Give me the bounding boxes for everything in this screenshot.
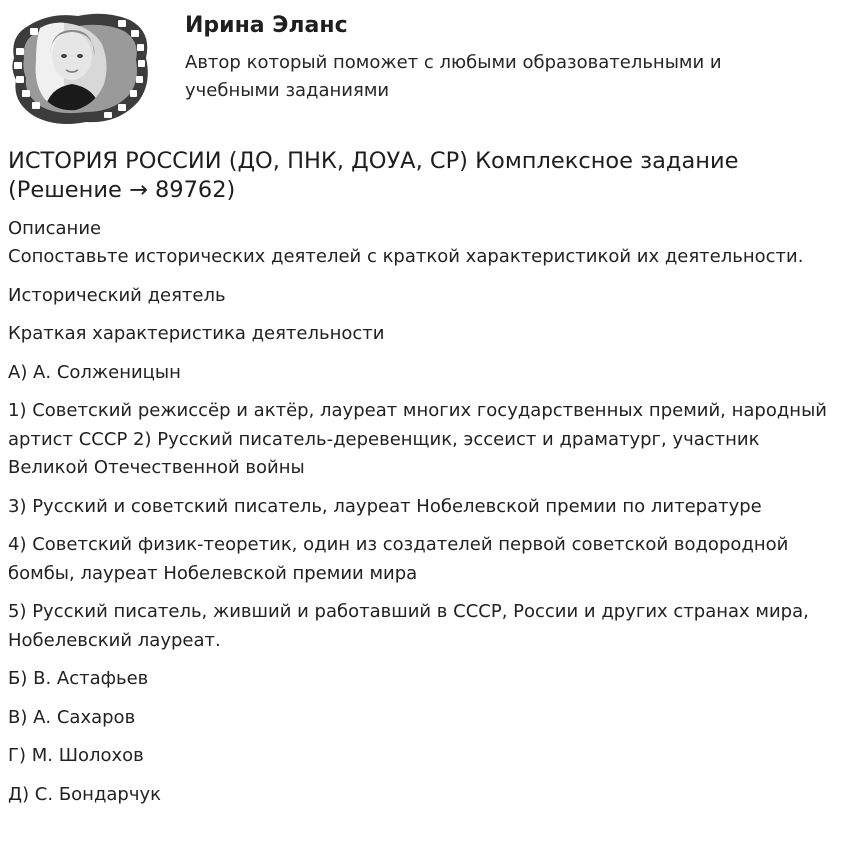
description-heading: Описание <box>8 218 102 239</box>
column-right-heading: Краткая характеристика деятельности <box>8 323 385 344</box>
document-content <box>8 147 840 809</box>
characteristic-4: 4) Советский физик-теоретик, один из создателей первой советской водородной бомбы, лауреат Нобелевской премии мира <box>8 534 789 584</box>
column-left-heading: Исторический деятель <box>8 284 226 306</box>
author-avatar[interactable] <box>6 6 152 128</box>
item-g: Г) М. Шолохов <box>8 745 144 766</box>
document-title: ИСТОРИЯ РОССИИ (ДО, ПНК, ДОУА, СР) Комплексное задание (Решение → 89762) <box>8 148 739 203</box>
author-header <box>0 0 847 135</box>
item-v: В) А. Сахаров <box>8 706 136 728</box>
characteristic-1-2: 1) Советский режиссёр и актёр, лауреат многих государственных премий, народный артист СССР 2) Русский писатель-деревенщик, эссеист и драматург, участник Великой Отечественной войны <box>8 400 827 478</box>
item-a: А) А. Солженицын <box>8 361 181 383</box>
author-description: Автор который поможет с любыми образовательными и учебными заданиями <box>185 52 722 101</box>
item-d: Д) С. Бондарчук <box>8 783 162 805</box>
author-name[interactable]: Ирина Эланс <box>185 13 348 38</box>
item-b: Б) В. Астафьев <box>8 668 149 689</box>
characteristic-5: 5) Русский писатель, живший и работавший в СССР, России и других странах мира, Нобелевский лауреат. <box>8 601 809 651</box>
characteristic-3: 3) Русский и советский писатель, лауреат Нобелевской премии по литературе <box>8 495 762 517</box>
task-text: Сопоставьте исторических деятелей с краткой характеристикой их деятельности. <box>8 246 804 267</box>
